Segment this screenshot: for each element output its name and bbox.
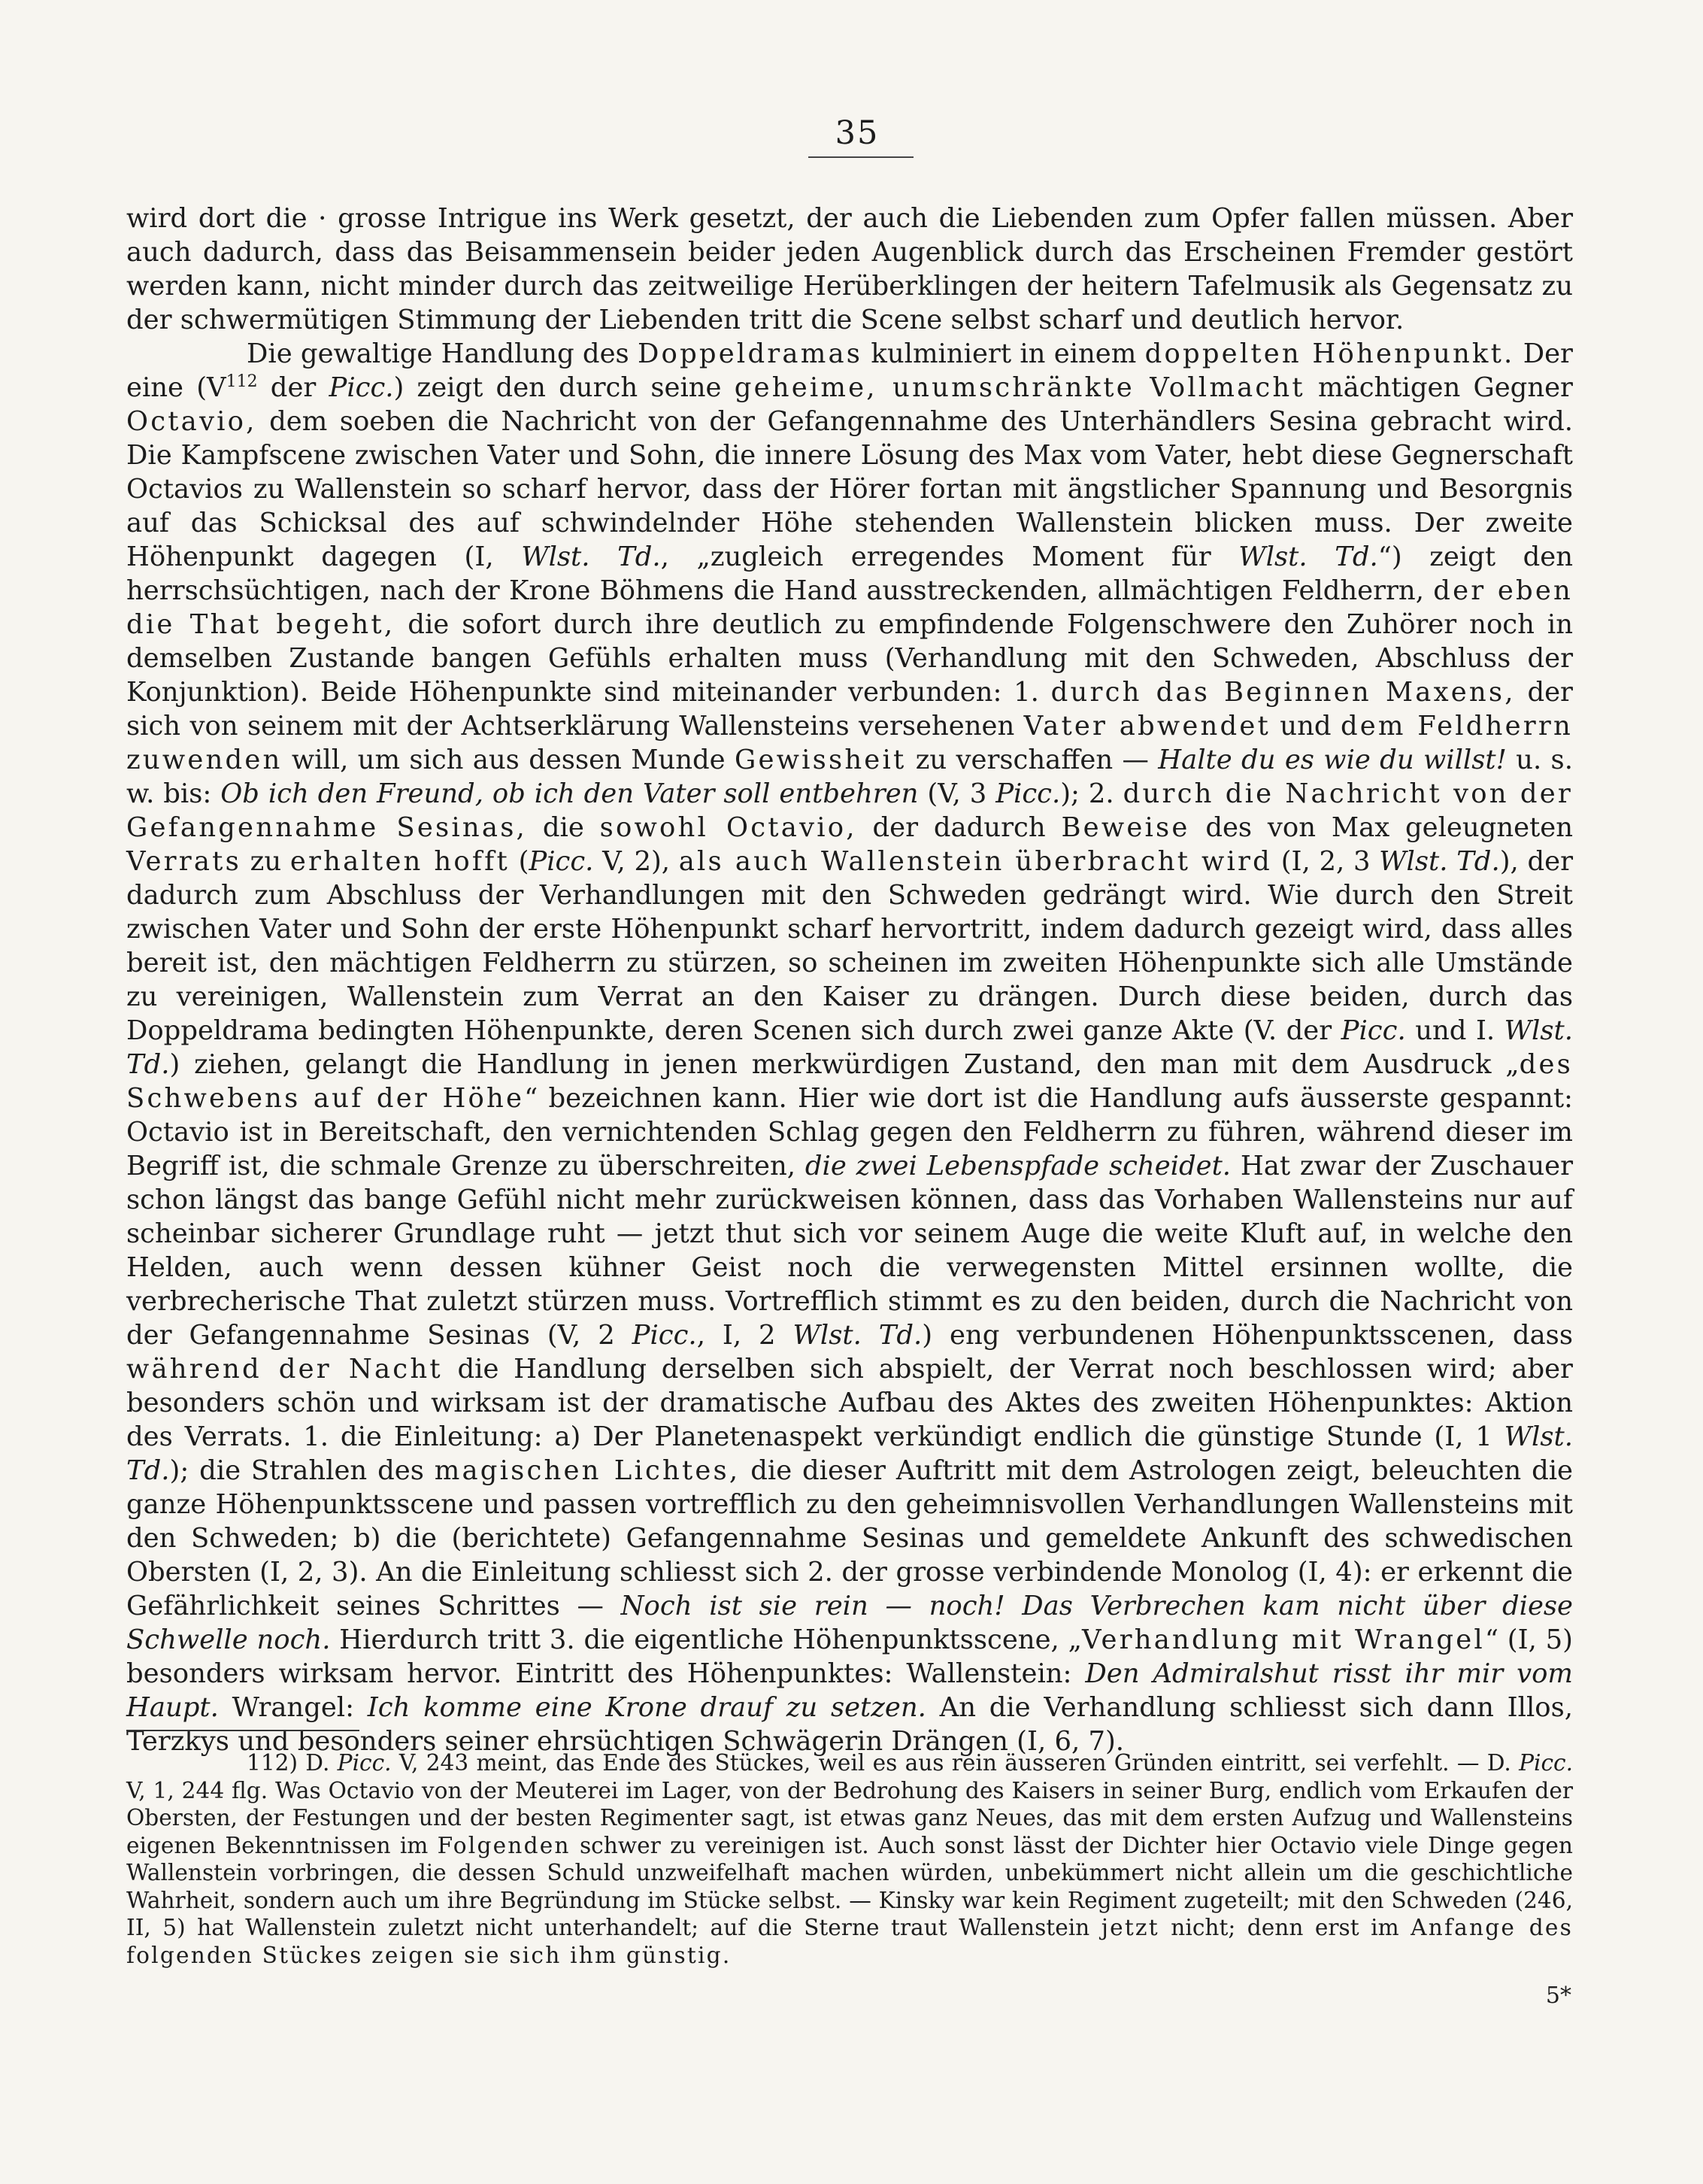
text-span: ( <box>509 846 529 877</box>
text-span: V, 243 meint, das Ende des Stückes, weil es aus rein äusseren Gründen eintritt, sei verfehlt. — D. <box>391 1750 1520 1776</box>
text-span: die dieser Auftritt mit dem Astrologen zeigt, beleuchten die ganze Höhenpunktsscene und passen vortrefflich zu den geheimnisvollen Verhandlungen Wallensteins mit den Schweden; b) die (berichtete) Gefangennahme Sesinas und gemeldete Ankunft des schwedischen Obersten (I, 2, 3). An die Einleitung schliesst sich 2. der grosse verbindende Monolog (I, 4): er erkennt die Gefährlichkeit seines Schrittes — <box>126 1455 1573 1621</box>
spaced-text: Anfange des folgenden Stückes zeigen sie sich ihm günstig. <box>126 1915 1574 1968</box>
spaced-text: erhalten hofft <box>289 846 510 877</box>
italic-text: Den Admiralshut risst ihr mir vom Haupt. <box>126 1658 1573 1723</box>
italic-text: Noch ist sie rein — noch! Das Verbrechen kam nicht über diese Schwelle noch. <box>126 1591 1573 1655</box>
text-span: zu verschaffen — <box>906 745 1159 775</box>
spaced-text: dem Feldherrn zuwenden <box>126 711 1573 775</box>
italic-text: Ich komme eine Krone drauf zu setzen. <box>367 1692 926 1723</box>
text-span: will, um sich aus dessen Munde <box>282 745 735 775</box>
text-span: ) ziehen, gelangt die Handlung in jenen merkwürdigen Zustand, den man mit dem Ausdruck „ <box>169 1049 1520 1080</box>
text-span: “) zeigt den herrschsüchtigen, nach der Krone Böhmens die Hand ausstreckenden, allmächtigen Feldherrn, <box>126 541 1574 606</box>
italic-text: Wlst. Td. <box>1238 541 1378 572</box>
text-span: wird dort die · grosse Intrigue ins Werk gesetzt, der auch die Liebenden zum Opfer fallen müssen. Aber auch dadurch, dass das Beisammensein beider jeden Augenblick durch das Erscheinen Fremder gestört werden kann, nicht minder durch das zeitweilige Herüberklingen der heitern Tafelmusik als Gegensatz zu der schwermütigen Stimmung der Liebenden tritt die Scene selbst scharf und deutlich hervor. <box>126 203 1573 335</box>
text-span: 112) D. <box>247 1750 338 1776</box>
page-number-rule <box>808 156 914 158</box>
text-span: die Handlung derselben sich abspielt, der Verrat noch beschlossen wird; aber besonders schön und wirksam ist der dramatische Aufbau des Aktes des zweiten Höhenpunktes: Aktion des Verrats. 1. die Einleitung: a) Der Planetenaspekt verkündigt endlich die günstige Stunde (I, 1 <box>126 1354 1573 1452</box>
text-span: Wrangel: <box>218 1692 368 1723</box>
paragraph-2 <box>126 337 1573 1758</box>
text-span: An die Verhandlung schliesst sich dann Illos, Terzkys und besonders seiner ehrsüchtigen Schwägerin Drängen (I, 6, 7). <box>126 1692 1573 1757</box>
text-span: der sich von seinem mit der Achtserklärung Wallensteins versehenen <box>126 677 1573 742</box>
paragraph-1 <box>126 202 1573 337</box>
spaced-text: magischen Lichtes, <box>434 1455 741 1486</box>
spaced-text: Doppeldramas <box>637 338 863 369</box>
text-span: V, 2), <box>593 846 679 877</box>
text-span: nicht; denn erst im <box>1159 1915 1411 1940</box>
italic-text: Ob ich den Freund, ob ich den Vater soll entbehren <box>220 778 919 809</box>
spaced-text: der eben die That begeht, <box>126 575 1573 640</box>
text-span: die sofort durch ihre deutlich zu empfindende Folgenschwere den Zuhörer noch in demselben Zustande bangen Gefühls erhalten muss (Verhandlung mit den Schweden, Abschluss der Konjunktion). Beide Höhenpunkte sind miteinander verbunden: 1. <box>126 609 1573 708</box>
italic-text: die zwei Lebenspfade scheidet. <box>805 1151 1232 1181</box>
text-span: (V, 3 <box>918 778 996 809</box>
text-span: die <box>527 812 600 843</box>
footnote-ref: 112 <box>226 372 258 392</box>
italic-text: Wlst. Td. <box>1379 846 1500 877</box>
italic-text: Picc. <box>329 372 394 403</box>
spaced-text: sowohl Octavio, <box>599 812 857 843</box>
spaced-text: als auch Wallenstein überbracht wird <box>678 846 1273 877</box>
spaced-text: Verrats <box>126 846 241 877</box>
signature-mark: 5* <box>1545 1982 1571 2009</box>
footnote-112 <box>126 1749 1573 1969</box>
text-span: ), der dadurch zum Abschluss der Verhandlungen mit den Schweden gedrängt wird. Wie durch den Streit zwischen Vater und Sohn der erste Höhenpunkt scharf hervortritt, indem dadurch gezeigt wird, dass alles bereit ist, den mächtigen Feldherrn zu stürzen, so scheinen im zweiten Höhenpunkte sich alle Umstände zu vereinigen, Wallenstein zum Verrat an den Kaiser zu drängen. Durch diese beiden, durch das Doppeldrama bedingten Höhenpunkte, deren Scenen sich durch zwei ganze Akte (V. der <box>126 846 1573 1046</box>
text-span: , I, 2 <box>696 1320 793 1351</box>
spaced-text: während der Nacht <box>126 1354 443 1385</box>
text-span: “ bezeichnen kann. Hier wie dort ist die Handlung aufs äusserste gespannt: Octavio ist in Bereitschaft, den vernichtenden Schlag gegen den Feldherrn zu führen, während dieser im Begriff ist, die schmale Grenze zu überschreiten, <box>126 1083 1573 1181</box>
text-span: der dadurch <box>856 812 1062 843</box>
text-span: , „zugleich erregendes Moment für <box>660 541 1239 572</box>
text-span: und <box>1270 711 1341 742</box>
text-span: Hat zwar der Zuschauer schon längst das bange Gefühl nicht mehr zurückweisen können, dass das Vorhaben Wallensteins nur auf scheinbar sicherer Grundlage ruht — jetzt thut sich vor seinem Auge die weite Kluft auf, in welche den Helden, auch wenn dessen kühner Geist noch die verwegensten Mittel ersinnen wollte, die verbrecherische That zuletzt stürzen muss. Vortrefflich stimmt es zu den beiden, durch die Nachricht von der Gefangennahme Sesinas (V, 2 <box>126 1151 1573 1351</box>
spaced-text: Beweise <box>1061 812 1190 843</box>
text-span: dem soeben die Nachricht von der Gefangennahme des Unterhändlers Sesina gebracht wird. Die Kampfscene zwischen Vater und Sohn, die innere Lösung des Max vom Vater, hebt diese Gegnerschaft Octavios zu Wallenstein so scharf hervor, dass der Hörer fortan mit ängstlicher Spannung und Besorgnis auf das Schicksal des auf schwindelnder Höhe stehenden Wallenstein blicken muss. Der zweite Höhenpunkt dagegen (I, <box>126 406 1573 572</box>
italic-text: Picc. <box>529 846 594 877</box>
spaced-text: doppelten Höhenpunkt. <box>1144 338 1515 369</box>
italic-text: Picc. <box>1519 1750 1573 1776</box>
italic-text: Wlst. Td. <box>792 1320 923 1351</box>
text-span: zu <box>241 846 290 877</box>
spaced-text: Vater abwendet <box>1023 711 1271 742</box>
italic-text: Wlst. Td. <box>521 541 661 572</box>
spaced-text: durch das Beginnen Maxens, <box>1050 677 1516 708</box>
spaced-text: Gewissheit <box>734 745 907 775</box>
text-span: der <box>257 372 329 403</box>
text-span: des von Max geleugneten <box>1189 812 1574 843</box>
text-span: (I, 2, 3 <box>1272 846 1380 877</box>
text-span: ) eng verbundenen Höhenpunktsscenen, dass <box>922 1320 1574 1351</box>
spaced-text: Octavio, <box>126 406 257 437</box>
italic-text: Wlst. Td. <box>126 1421 1573 1486</box>
text-span: Die gewaltige Handlung des <box>247 338 638 369</box>
text-span: ); die Strahlen des <box>169 1455 435 1486</box>
italic-text: Picc. <box>632 1320 697 1351</box>
text-span: Hierdurch tritt 3. die eigentliche Höhenpunktsscene, „ <box>330 1624 1082 1655</box>
italic-text: Halte du es wie du willst! <box>1158 745 1507 775</box>
text-span: “ (I, 5) besonders wirksam hervor. Eintritt des Höhenpunktes: Wallenstein: <box>126 1624 1573 1689</box>
text-span: kulminiert in einem <box>862 338 1145 369</box>
text-span: schwer zu vereinigen ist. Auch sonst lässt der Dichter hier Octavio viele Dinge gegen Wallenstein vorbringen, die dessen Schuld unzweifelhaft machen würden, unbekümmert nicht allein um die geschichtliche Wahrheit, sondern auch um ihre Begründung im Stücke selbst. — Kinsky war kein Regiment zugeteilt; mit den Schweden (246, II, 5) hat Wallenstein zuletzt nicht unterhandelt; auf die Sterne traut Wallenstein <box>126 1832 1573 1940</box>
page-number: 35 <box>835 114 880 152</box>
footnote <box>126 1749 1573 1969</box>
spaced-text: jetzt <box>1101 1915 1159 1940</box>
main-text <box>126 202 1573 1758</box>
italic-text: Picc. <box>337 1750 392 1776</box>
spaced-text: geheime, unumschränkte Vollmacht <box>734 372 1305 403</box>
text-span: ); 2. <box>1060 778 1123 809</box>
footnote-rule <box>126 1730 359 1731</box>
italic-text: Picc. <box>1341 1015 1406 1046</box>
text-span: V, 1, 244 flg. Was Octavio von der Meuterei im Lager, von der Bedrohung des Kaisers in seiner Burg, endlich vom Erkaufen der Obersten, der Festungen und der besten Regimenter sagt, ist etwas ganz Neues, das mit dem ersten Aufzug und Wallensteins eigenen Bekenntnissen im <box>126 1777 1573 1858</box>
italic-text: Wlst. Td. <box>126 1015 1573 1080</box>
spaced-text: Verhandlung mit Wrangel <box>1081 1624 1485 1655</box>
spaced-text: Folgenden <box>437 1832 571 1858</box>
italic-text: Picc. <box>995 778 1061 809</box>
spaced-text: durch die Nachricht von der Gefangennahme Sesinas, <box>126 778 1573 843</box>
spaced-text: des Schwebens auf der Höhe <box>126 1049 1573 1114</box>
text-span: mächtigen Gegner <box>1305 372 1573 403</box>
text-span: Der eine (V <box>126 338 1573 403</box>
text-span: ) zeigt den durch seine <box>393 372 735 403</box>
text-span: und I. <box>1405 1015 1505 1046</box>
text-span: u. s. w. bis: <box>126 745 1573 809</box>
